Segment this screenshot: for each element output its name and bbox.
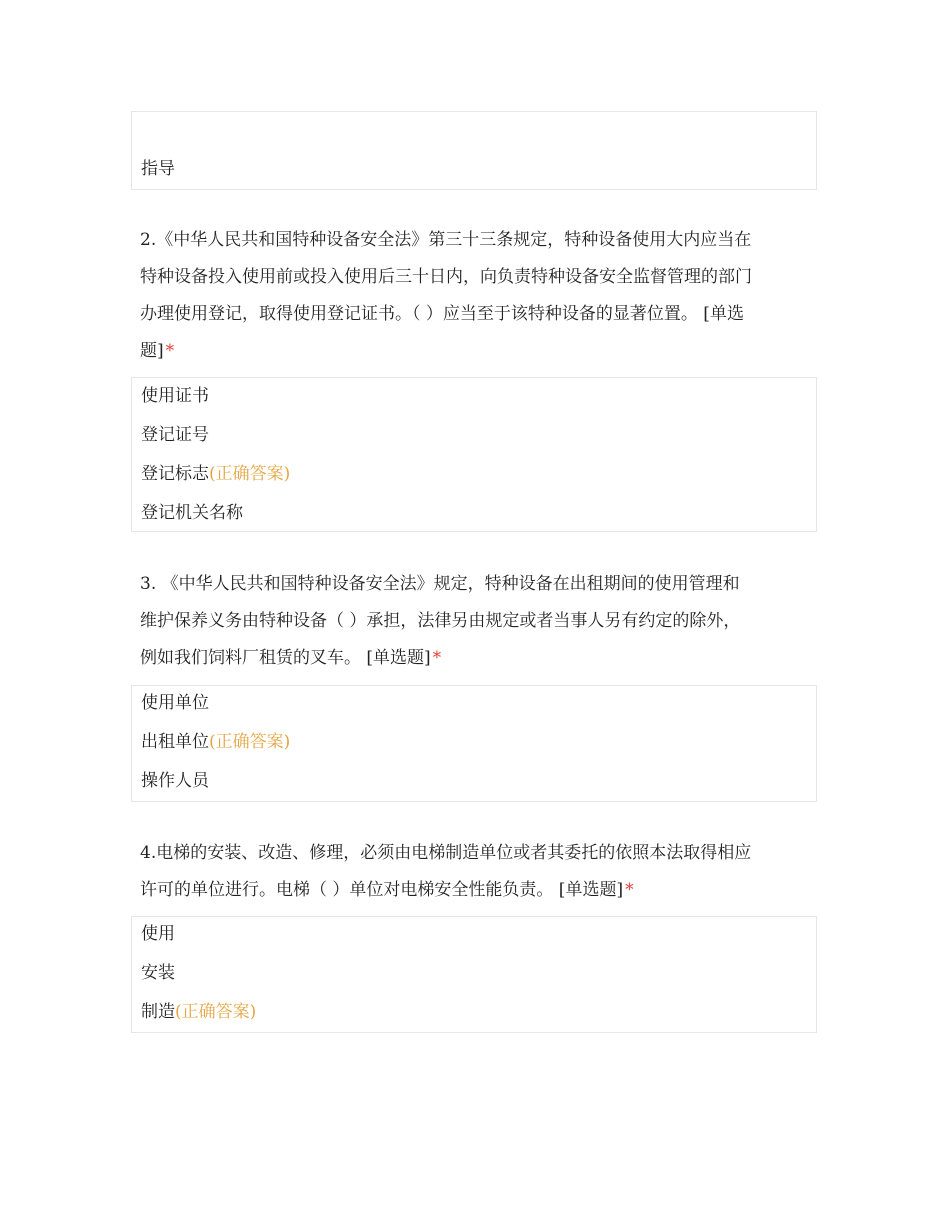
options-box-previous: [131, 111, 817, 190]
options-box-q4: [131, 916, 817, 1033]
question-3: [140, 566, 820, 677]
question-line: 3. 《中华人民共和国特种设备安全法》规定，特种设备在出租期间的使用管理和: [140, 574, 740, 594]
option-text: 指导: [141, 159, 175, 179]
option-text: 使用: [141, 924, 175, 944]
option-item[interactable]: [141, 501, 243, 525]
question-line-last: [140, 333, 820, 370]
question-line-text: 许可的单位进行。电梯（ ）单位对电梯安全性能负责。 [单选题]: [140, 880, 624, 900]
option-text: 登记证号: [141, 425, 209, 445]
option-item[interactable]: [141, 384, 209, 408]
question-line-text: 题]: [140, 341, 164, 361]
question-line-last: [140, 640, 820, 677]
question-line-text: 例如我们饲料厂租赁的叉车。 [单选题]: [140, 648, 431, 668]
option-item[interactable]: [141, 462, 290, 486]
question-line: 特种设备投入使用前或投入使用后三十日内，向负责特种设备安全监督管理的部门: [140, 267, 752, 287]
option-item: [141, 157, 175, 181]
option-item[interactable]: [141, 769, 209, 793]
correct-answer-label: (正确答案): [175, 1002, 257, 1022]
option-item[interactable]: [141, 691, 209, 715]
options-box-q2: [131, 377, 817, 532]
option-text: 出租单位: [141, 732, 209, 752]
option-item[interactable]: [141, 730, 290, 754]
option-text: 登记标志: [141, 464, 209, 484]
question-line: 维护保养义务由特种设备（ ）承担，法律另由规定或者当事人另有约定的除外，: [140, 611, 741, 631]
option-text: 操作人员: [141, 771, 209, 791]
option-text: 使用证书: [141, 386, 209, 406]
option-item[interactable]: [141, 922, 175, 946]
option-item[interactable]: [141, 961, 175, 985]
option-text: 制造: [141, 1002, 175, 1022]
options-box-q3: [131, 685, 817, 802]
question-4: [140, 835, 820, 909]
question-2: [140, 222, 820, 370]
option-item[interactable]: [141, 423, 209, 447]
option-text: 安装: [141, 963, 175, 983]
question-line: 2.《中华人民共和国特种设备安全法》第三十三条规定，特种设备使用大内应当在: [140, 230, 752, 250]
required-marker: *: [432, 648, 442, 668]
required-marker: *: [625, 880, 634, 900]
correct-answer-label: (正确答案): [209, 732, 291, 752]
correct-answer-label: (正确答案): [209, 464, 291, 484]
option-text: 使用单位: [141, 693, 209, 713]
question-line-last: [140, 872, 820, 909]
option-text: 登记机关名称: [141, 503, 243, 523]
required-marker: *: [165, 341, 175, 361]
option-item[interactable]: [141, 1000, 256, 1024]
question-line: 办理使用登记，取得使用登记证书。（ ）应当至于该特种设备的显著位置。 [单选: [140, 304, 744, 324]
question-line: 4.电梯的安装、改造、修理，必须由电梯制造单位或者其委托的依照本法取得相应: [140, 843, 752, 863]
